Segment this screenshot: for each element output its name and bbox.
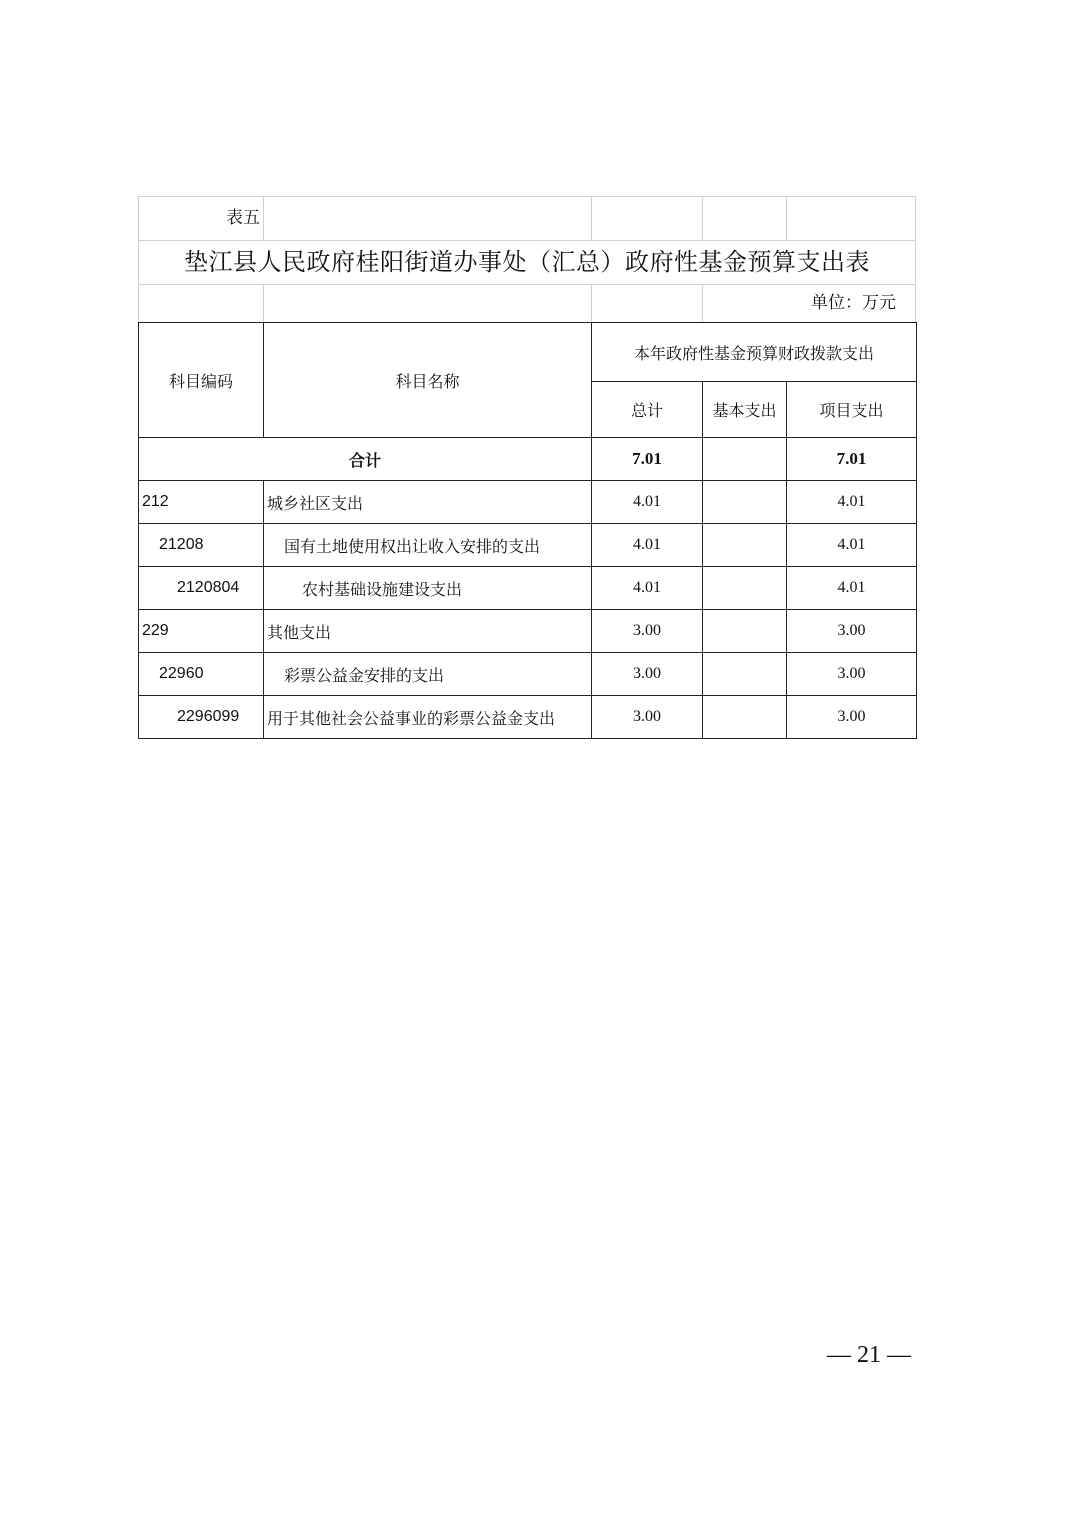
table-row [139,524,917,567]
row-basic [703,610,787,653]
row-name: 农村基础设施建设支出 [264,567,592,610]
row-code: 212 [139,481,264,524]
row-basic [703,696,787,739]
header-basic: 基本支出 [703,382,787,438]
row-project: 3.00 [787,653,917,696]
header-name: 科目名称 [264,323,592,438]
table-label: 表五 [226,208,260,228]
row-code: 2296099 [139,696,264,739]
title-row [138,240,916,284]
total-row [139,438,917,481]
unit-row [138,284,916,322]
row-project: 4.01 [787,567,917,610]
total-basic [703,438,787,481]
row-code: 229 [139,610,264,653]
total-project: 7.01 [787,438,917,481]
row-name: 城乡社区支出 [264,481,592,524]
row-total: 4.01 [592,567,703,610]
row-code: 22960 [139,653,264,696]
row-total: 3.00 [592,696,703,739]
row-basic [703,567,787,610]
table-row [139,696,917,739]
header-project: 项目支出 [787,382,917,438]
table-row [139,653,917,696]
row-basic [703,524,787,567]
row-project: 3.00 [787,610,917,653]
row-basic [703,653,787,696]
header-group: 本年政府性基金预算财政拨款支出 [592,323,917,382]
row-project: 4.01 [787,524,917,567]
row-project: 3.00 [787,696,917,739]
page-number: — 21 — [827,1342,911,1368]
table-label-row [138,196,916,240]
row-total: 4.01 [592,524,703,567]
total-total: 7.01 [592,438,703,481]
row-name: 用于其他社会公益事业的彩票公益金支出 [264,696,592,739]
unit-label: 单位：万元 [811,293,896,313]
table-row [139,610,917,653]
row-project: 4.01 [787,481,917,524]
row-basic [703,481,787,524]
row-name: 其他支出 [264,610,592,653]
header-code: 科目编码 [139,323,264,438]
row-total: 3.00 [592,653,703,696]
header-row [139,323,917,382]
header-total: 总计 [592,382,703,438]
table-title: 垫江县人民政府桂阳街道办事处（汇总）政府性基金预算支出表 [184,248,870,276]
total-label: 合计 [139,438,592,481]
row-total: 4.01 [592,481,703,524]
row-name: 彩票公益金安排的支出 [264,653,592,696]
table-row [139,481,917,524]
row-total: 3.00 [592,610,703,653]
row-code: 21208 [139,524,264,567]
budget-table [138,322,917,739]
row-name: 国有土地使用权出让收入安排的支出 [264,524,592,567]
row-code: 2120804 [139,567,264,610]
table-row [139,567,917,610]
